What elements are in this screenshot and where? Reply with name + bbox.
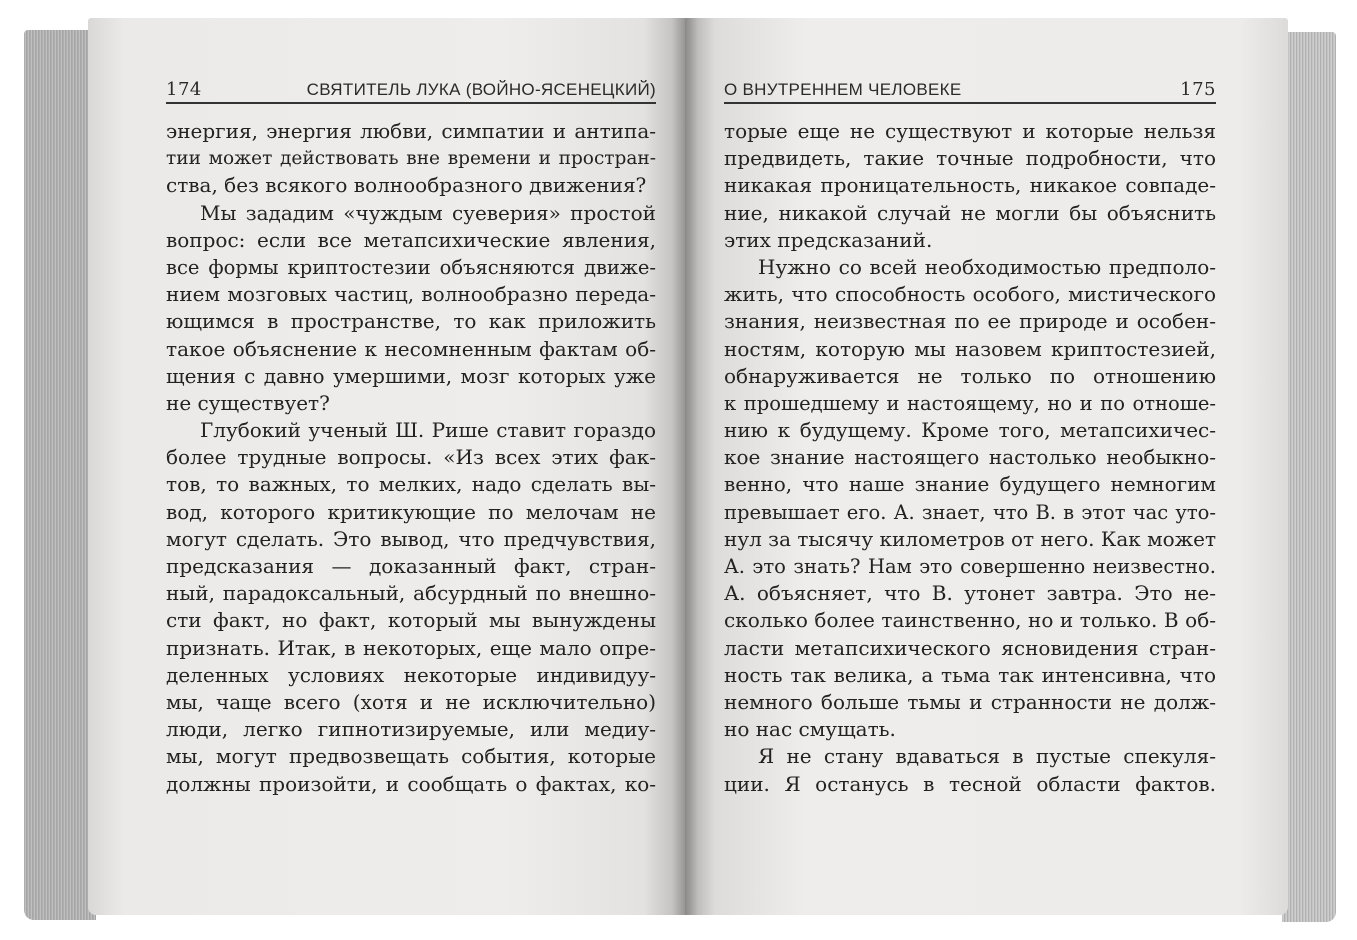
text-line: венно, что наше знание будущего немногим bbox=[724, 472, 1216, 497]
left-page-edges bbox=[24, 30, 96, 920]
text-line: ностям, которую мы назовем криптостезией, bbox=[724, 336, 1216, 361]
text-line: ющимся в пространстве, то как приложить bbox=[166, 309, 656, 334]
text-line: деленных условиях некоторые индивидуу- bbox=[166, 662, 656, 687]
text-line: тов, то важных, то мелких, надо сделать вы- bbox=[166, 472, 656, 497]
text-line: немного больше тьмы и странности не долж- bbox=[724, 689, 1216, 714]
text-line: могут сделать. Это вывод, что предчувствия, bbox=[166, 526, 656, 551]
text-line: знания, неизвестная по ее природе и особен- bbox=[724, 309, 1216, 334]
text-line: никакая проницательность, никакое совпаде- bbox=[724, 173, 1216, 198]
text-line: мы, могут предвозвещать события, которые bbox=[166, 744, 656, 769]
text-line: предвидеть, такие точные подробности, что bbox=[724, 146, 1216, 171]
book-gutter bbox=[672, 18, 698, 915]
right-page-header bbox=[724, 74, 1216, 104]
text-line: Я не стану вдаваться в пустые спекуля- bbox=[758, 744, 1216, 769]
text-line: сколько более таинственно, но и только. В об- bbox=[724, 608, 1216, 633]
left-running-title: СВЯТИТЕЛЬ ЛУКА (ВОЙНО-ЯСЕНЕЦКИЙ) bbox=[306, 80, 656, 99]
left-page-header bbox=[166, 74, 656, 104]
text-line: жить, что способность особого, мистического bbox=[724, 282, 1216, 307]
left-page-text bbox=[166, 118, 656, 798]
text-line: А. это знать? Нам это совершенно неизвестно. bbox=[724, 555, 1216, 578]
text-line: щения с давно умершими, мозг которых уже bbox=[166, 363, 656, 388]
text-line: нию к будущему. Кроме того, метапсихичес- bbox=[724, 418, 1216, 443]
text-line: этих предсказаний. bbox=[724, 227, 933, 252]
text-line: ства, без всякого волнообразного движения? bbox=[166, 173, 647, 198]
text-line: должны произойти, и сообщать о фактах, ко- bbox=[166, 771, 656, 796]
text-line: тии может действовать вне времени и простран- bbox=[166, 148, 656, 170]
text-line: обнаруживается не только по отношению bbox=[724, 363, 1216, 388]
text-line: превышает его. А. знает, что В. в этот час уто- bbox=[724, 500, 1216, 524]
text-line: торые еще не существуют и которые нельзя bbox=[724, 119, 1216, 143]
right-page-text bbox=[724, 118, 1216, 798]
text-line: такое объяснение к несомненным фактам об- bbox=[166, 336, 656, 361]
right-page-number: 175 bbox=[1180, 79, 1216, 100]
text-line: ции. Я останусь в тесной области фактов. bbox=[724, 771, 1216, 796]
text-line: предсказания — доказанный факт, стран- bbox=[166, 554, 656, 578]
text-line: сти факт, но факт, который мы вынуждены bbox=[166, 608, 656, 633]
text-line: не существует? bbox=[166, 390, 330, 415]
text-line: но нас смущать. bbox=[724, 717, 896, 742]
text-line: нием мозговых частиц, волнообразно переда- bbox=[166, 282, 656, 307]
text-line: ный, парадоксальный, абсурдный по внешно- bbox=[166, 581, 656, 606]
text-line: Мы зададим «чуждым суеверия» простой bbox=[200, 200, 656, 225]
text-line: Глубокий ученый Ш. Рише ставит гораздо bbox=[200, 418, 656, 443]
text-line: более трудные вопросы. «Из всех этих фак- bbox=[166, 445, 656, 470]
text-line: вопрос: если все метапсихические явления, bbox=[166, 227, 656, 252]
text-line: люди, легко гипнотизируемые, или медиу- bbox=[166, 717, 656, 742]
text-line: все формы криптостезии объясняются движе- bbox=[166, 255, 656, 279]
text-line: кое знание настоящего настолько необыкно- bbox=[724, 445, 1216, 470]
text-line: Нужно со всей необходимостью предполо- bbox=[758, 254, 1216, 279]
text-line: нул за тысячу километров от него. Как может bbox=[724, 526, 1216, 551]
text-line: признать. Итак, в некоторых, еще мало опре- bbox=[166, 635, 656, 660]
left-page-number: 174 bbox=[166, 79, 202, 100]
text-line: энергия, энергия любви, симпатии и антипа- bbox=[166, 119, 656, 143]
right-page-edges bbox=[1282, 32, 1336, 922]
text-line: к прошедшему и настоящему, но и по отноше- bbox=[724, 391, 1216, 415]
right-running-title: О ВНУТРЕННЕМ ЧЕЛОВЕКЕ bbox=[724, 80, 962, 99]
text-line: ние, никакой случай не могли бы объяснить bbox=[724, 200, 1216, 225]
text-line: мы, чаще всего (хотя и не исключительно) bbox=[166, 689, 656, 714]
text-line: А. объясняет, что В. утонет завтра. Это не- bbox=[724, 581, 1216, 606]
text-line: вод, которого критикующие по мелочам не bbox=[166, 499, 656, 524]
text-line: ность так велика, а тьма так интенсивна, что bbox=[724, 662, 1216, 687]
text-line: ласти метапсихического ясновидения стран- bbox=[724, 635, 1216, 660]
